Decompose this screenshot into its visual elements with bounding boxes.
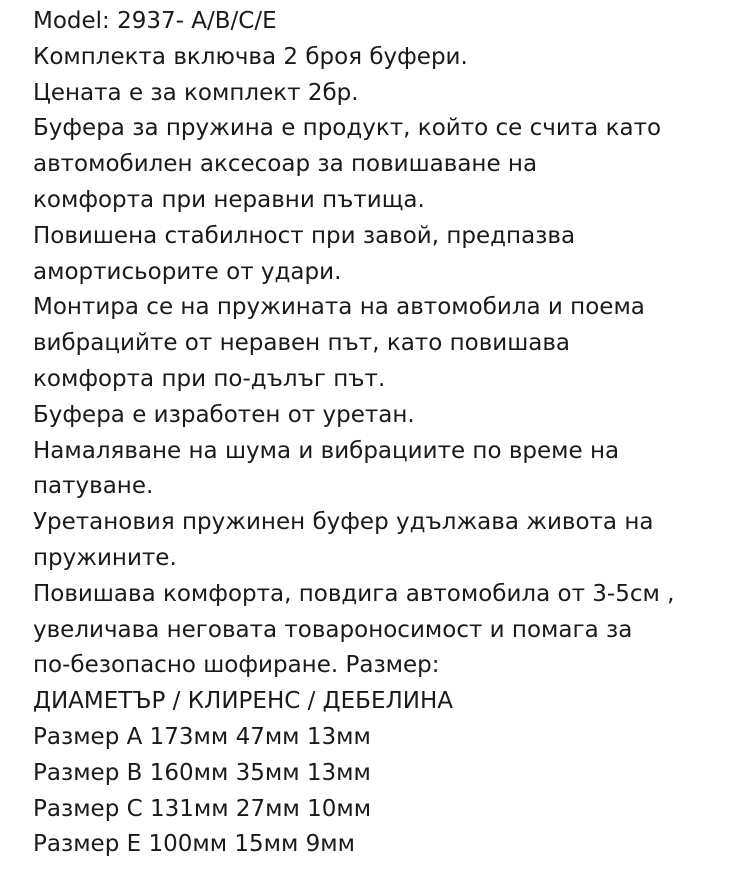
- size-e-line: Размер Е 100мм 15мм 9мм: [33, 831, 355, 858]
- size-b-line: Размер В 160мм 35мм 13мм: [33, 759, 371, 786]
- model-line: Model: 2937- A/B/C/E: [33, 8, 277, 34]
- size-a-line: Размер А 173мм 47мм 13мм: [33, 723, 371, 750]
- noise-line: патуване.: [33, 473, 154, 500]
- lifespan-line: Уретановия пружинен буфер удължава живота на: [33, 509, 654, 536]
- mounting-line: Монтира се на пружината на автомобила и поема: [33, 294, 645, 321]
- description-line: комфорта при неравни пътища.: [33, 186, 425, 213]
- comfort-line: по-безопасно шофиране. Размер:: [33, 652, 440, 679]
- price-note-line: Цената е за комплект 2бр.: [33, 79, 359, 106]
- size-header-line: ДИАМЕТЪР / КЛИРЕНС / ДЕБЕЛИНА: [33, 688, 454, 715]
- noise-line: Намаляване на шума и вибрациите по време на: [33, 437, 620, 464]
- set-contents-line: Комплекта включва 2 броя буфери.: [33, 43, 468, 70]
- description-line: автомобилен аксесоар за повишаване на: [33, 151, 538, 178]
- comfort-line: Повишава комфорта, повдига автомобила от 3-5см ,: [33, 580, 675, 607]
- stability-line: амортисьорите от удари.: [33, 258, 342, 285]
- comfort-line: увеличава неговата товароносимост и помага за: [33, 616, 633, 643]
- lifespan-line: пружините.: [33, 544, 177, 571]
- product-description: [33, 4, 742, 863]
- description-line: Буфера за пружина е продукт, който се счита като: [33, 115, 662, 142]
- mounting-line: вибрацийте от неравен път, като повишава: [33, 330, 570, 357]
- mounting-line: комфорта при по-дълъг път.: [33, 365, 386, 392]
- size-c-line: Размер С 131мм 27мм 10мм: [33, 795, 372, 822]
- stability-line: Повишена стабилност при завой, предпазва: [33, 222, 576, 249]
- material-line: Буфера е изработен от уретан.: [33, 401, 415, 428]
